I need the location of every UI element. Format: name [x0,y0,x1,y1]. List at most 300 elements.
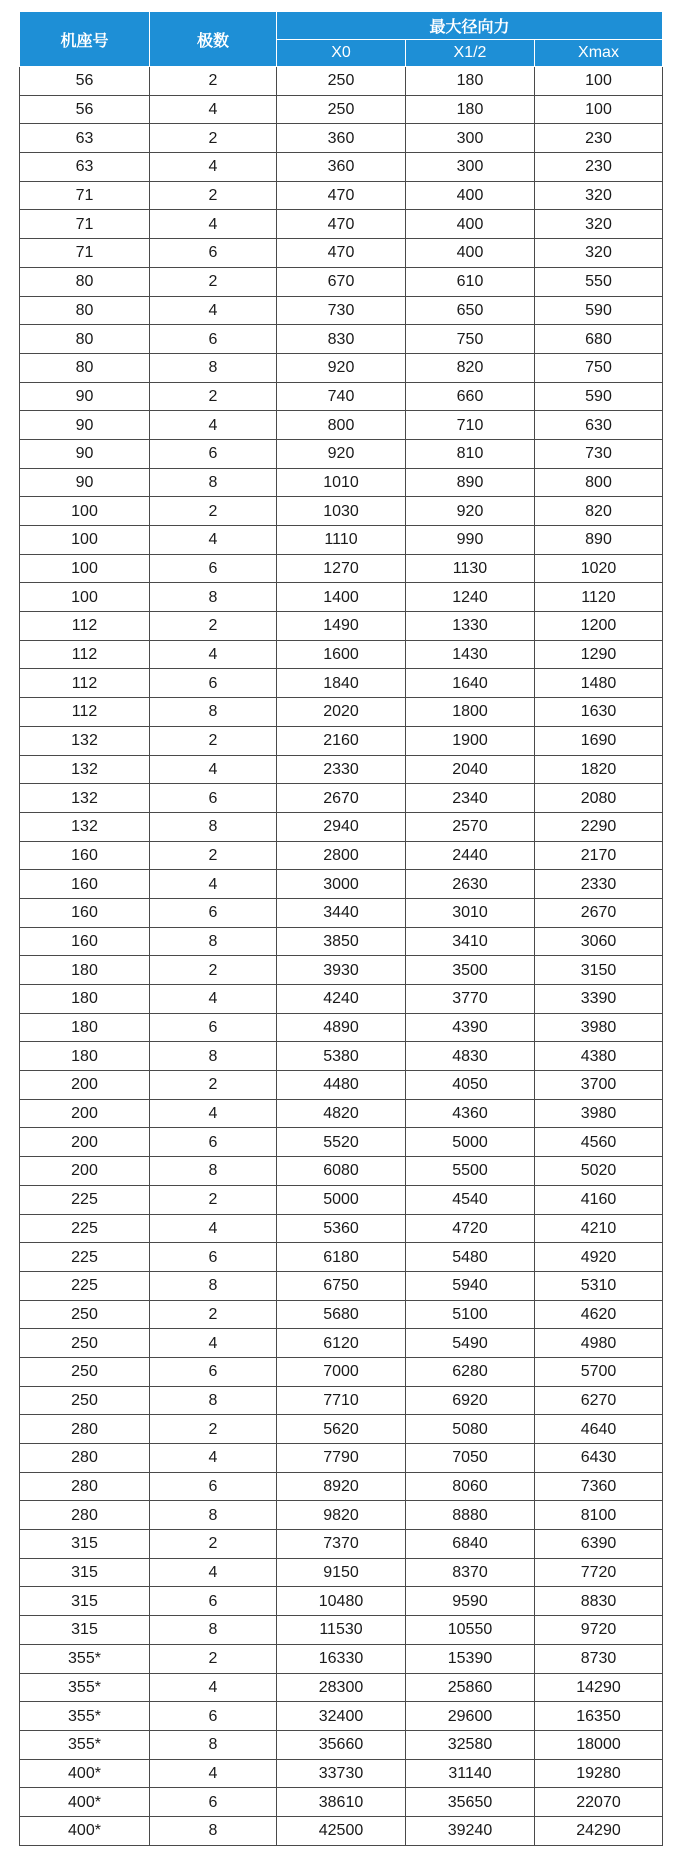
radial-force-table [19,11,663,1846]
cell-x0: 11530 [277,1616,406,1645]
cell-x-half: 5080 [406,1415,535,1444]
table-row [20,1099,663,1128]
table-row [20,583,663,612]
cell-xmax: 7720 [535,1558,663,1587]
cell-x0: 9150 [277,1558,406,1587]
cell-frame-size: 180 [20,1042,150,1071]
cell-x0: 38610 [277,1788,406,1817]
table-row [20,1644,663,1673]
table-row [20,267,663,296]
cell-poles: 8 [150,1616,277,1645]
cell-x-half: 8060 [406,1472,535,1501]
cell-poles: 6 [150,784,277,813]
cell-xmax: 550 [535,267,663,296]
cell-x0: 33730 [277,1759,406,1788]
cell-poles: 8 [150,468,277,497]
cell-frame-size: 180 [20,1013,150,1042]
cell-x-half: 4390 [406,1013,535,1042]
cell-x0: 6750 [277,1271,406,1300]
cell-frame-size: 280 [20,1501,150,1530]
cell-poles: 2 [150,124,277,153]
cell-frame-size: 160 [20,870,150,899]
table-row [20,1530,663,1559]
cell-poles: 6 [150,239,277,268]
cell-poles: 4 [150,1759,277,1788]
cell-x-half: 2630 [406,870,535,899]
cell-xmax: 6430 [535,1444,663,1473]
cell-poles: 8 [150,1157,277,1186]
cell-x-half: 920 [406,497,535,526]
cell-frame-size: 225 [20,1243,150,1272]
cell-poles: 4 [150,1673,277,1702]
cell-xmax: 24290 [535,1816,663,1845]
cell-x-half: 1640 [406,669,535,698]
cell-poles: 6 [150,1587,277,1616]
cell-poles: 6 [150,1243,277,1272]
table-row [20,726,663,755]
table-row [20,1300,663,1329]
cell-x0: 4820 [277,1099,406,1128]
cell-frame-size: 80 [20,267,150,296]
cell-x0: 4480 [277,1071,406,1100]
cell-xmax: 730 [535,439,663,468]
table-row [20,1673,663,1702]
cell-frame-size: 71 [20,210,150,239]
cell-x-half: 25860 [406,1673,535,1702]
cell-poles: 8 [150,1271,277,1300]
table-row [20,239,663,268]
cell-xmax: 6390 [535,1530,663,1559]
table-row [20,497,663,526]
cell-x-half: 300 [406,153,535,182]
cell-xmax: 2290 [535,812,663,841]
cell-frame-size: 400* [20,1816,150,1845]
table-row [20,210,663,239]
cell-poles: 8 [150,812,277,841]
cell-poles: 2 [150,841,277,870]
cell-frame-size: 200 [20,1157,150,1186]
cell-x-half: 5100 [406,1300,535,1329]
table-row [20,1013,663,1042]
table-row [20,67,663,96]
cell-frame-size: 160 [20,898,150,927]
cell-xmax: 320 [535,210,663,239]
cell-frame-size: 250 [20,1300,150,1329]
cell-frame-size: 132 [20,812,150,841]
cell-xmax: 9720 [535,1616,663,1645]
cell-x-half: 5940 [406,1271,535,1300]
cell-x-half: 4050 [406,1071,535,1100]
cell-frame-size: 80 [20,353,150,382]
cell-poles: 8 [150,1501,277,1530]
cell-x0: 3850 [277,927,406,956]
cell-xmax: 14290 [535,1673,663,1702]
table-row [20,1271,663,1300]
cell-x-half: 1240 [406,583,535,612]
cell-xmax: 230 [535,124,663,153]
cell-x-half: 4540 [406,1185,535,1214]
cell-x0: 2940 [277,812,406,841]
cell-x0: 10480 [277,1587,406,1616]
cell-x0: 470 [277,239,406,268]
table-row [20,1730,663,1759]
cell-poles: 2 [150,956,277,985]
cell-poles: 8 [150,1042,277,1071]
cell-frame-size: 315 [20,1558,150,1587]
cell-x-half: 1330 [406,612,535,641]
cell-x-half: 35650 [406,1788,535,1817]
cell-x-half: 990 [406,526,535,555]
cell-frame-size: 160 [20,927,150,956]
cell-xmax: 5020 [535,1157,663,1186]
cell-xmax: 3980 [535,1099,663,1128]
cell-frame-size: 71 [20,181,150,210]
cell-x-half: 3500 [406,956,535,985]
cell-x0: 360 [277,124,406,153]
cell-frame-size: 280 [20,1472,150,1501]
cell-frame-size: 112 [20,669,150,698]
cell-x0: 5360 [277,1214,406,1243]
cell-x0: 250 [277,67,406,96]
cell-frame-size: 355* [20,1730,150,1759]
cell-frame-size: 315 [20,1530,150,1559]
cell-frame-size: 355* [20,1702,150,1731]
cell-poles: 8 [150,1730,277,1759]
cell-xmax: 320 [535,181,663,210]
cell-poles: 6 [150,439,277,468]
cell-xmax: 100 [535,95,663,124]
cell-poles: 2 [150,1415,277,1444]
cell-frame-size: 180 [20,985,150,1014]
header-max-radial-force: 最大径向力 [277,12,663,40]
cell-xmax: 8830 [535,1587,663,1616]
table-row [20,1444,663,1473]
table-row [20,181,663,210]
cell-xmax: 230 [535,153,663,182]
cell-xmax: 2670 [535,898,663,927]
cell-frame-size: 280 [20,1444,150,1473]
table-row [20,1759,663,1788]
cell-xmax: 590 [535,382,663,411]
cell-x-half: 9590 [406,1587,535,1616]
cell-poles: 6 [150,1357,277,1386]
cell-x-half: 400 [406,181,535,210]
cell-x0: 1600 [277,640,406,669]
table-row [20,353,663,382]
cell-x0: 8920 [277,1472,406,1501]
table-row [20,554,663,583]
cell-xmax: 4160 [535,1185,663,1214]
cell-xmax: 1480 [535,669,663,698]
table-row [20,1788,663,1817]
cell-x-half: 3410 [406,927,535,956]
cell-poles: 2 [150,67,277,96]
cell-xmax: 18000 [535,1730,663,1759]
cell-poles: 4 [150,1099,277,1128]
cell-xmax: 4380 [535,1042,663,1071]
cell-frame-size: 112 [20,698,150,727]
cell-x0: 7790 [277,1444,406,1473]
cell-poles: 4 [150,210,277,239]
cell-xmax: 5310 [535,1271,663,1300]
table-row [20,526,663,555]
cell-xmax: 1630 [535,698,663,727]
table-row [20,1558,663,1587]
cell-x0: 1490 [277,612,406,641]
cell-frame-size: 400* [20,1788,150,1817]
table-row [20,325,663,354]
cell-x0: 920 [277,439,406,468]
cell-poles: 2 [150,1530,277,1559]
cell-x0: 2800 [277,841,406,870]
cell-poles: 6 [150,1472,277,1501]
cell-xmax: 22070 [535,1788,663,1817]
cell-xmax: 5700 [535,1357,663,1386]
cell-poles: 2 [150,1644,277,1673]
cell-x0: 3440 [277,898,406,927]
cell-x0: 470 [277,210,406,239]
cell-x-half: 4720 [406,1214,535,1243]
table-row [20,956,663,985]
cell-x-half: 6840 [406,1530,535,1559]
cell-x-half: 5500 [406,1157,535,1186]
cell-x0: 470 [277,181,406,210]
cell-frame-size: 80 [20,325,150,354]
cell-x-half: 5480 [406,1243,535,1272]
cell-x0: 9820 [277,1501,406,1530]
cell-poles: 4 [150,1444,277,1473]
table-row [20,640,663,669]
table-row [20,669,663,698]
cell-x0: 5000 [277,1185,406,1214]
cell-x0: 740 [277,382,406,411]
table-row [20,1501,663,1530]
table-row [20,1243,663,1272]
cell-x0: 730 [277,296,406,325]
cell-x0: 360 [277,153,406,182]
cell-poles: 2 [150,1071,277,1100]
table-row [20,124,663,153]
cell-x0: 28300 [277,1673,406,1702]
cell-xmax: 100 [535,67,663,96]
cell-frame-size: 100 [20,497,150,526]
cell-xmax: 3700 [535,1071,663,1100]
cell-x-half: 400 [406,239,535,268]
cell-poles: 6 [150,1128,277,1157]
table-row [20,898,663,927]
cell-x-half: 180 [406,67,535,96]
cell-x-half: 750 [406,325,535,354]
cell-poles: 6 [150,1702,277,1731]
cell-x0: 3000 [277,870,406,899]
cell-xmax: 630 [535,411,663,440]
cell-xmax: 800 [535,468,663,497]
cell-xmax: 1820 [535,755,663,784]
cell-poles: 6 [150,325,277,354]
cell-x-half: 6920 [406,1386,535,1415]
cell-frame-size: 112 [20,612,150,641]
cell-xmax: 2330 [535,870,663,899]
cell-xmax: 4980 [535,1329,663,1358]
cell-x-half: 660 [406,382,535,411]
cell-xmax: 3980 [535,1013,663,1042]
cell-x0: 2160 [277,726,406,755]
cell-x-half: 32580 [406,1730,535,1759]
table-row [20,1702,663,1731]
cell-frame-size: 112 [20,640,150,669]
cell-x-half: 6280 [406,1357,535,1386]
header-frame-size: 机座号 [20,12,150,67]
cell-frame-size: 90 [20,382,150,411]
cell-poles: 6 [150,898,277,927]
cell-xmax: 2080 [535,784,663,813]
cell-x0: 830 [277,325,406,354]
header-poles: 极数 [150,12,277,67]
cell-frame-size: 225 [20,1185,150,1214]
cell-poles: 8 [150,353,277,382]
cell-poles: 8 [150,698,277,727]
cell-xmax: 1120 [535,583,663,612]
header-x0: X0 [277,40,406,67]
cell-x0: 2330 [277,755,406,784]
cell-poles: 6 [150,669,277,698]
cell-poles: 8 [150,1386,277,1415]
cell-xmax: 1690 [535,726,663,755]
cell-frame-size: 90 [20,439,150,468]
cell-frame-size: 200 [20,1071,150,1100]
cell-xmax: 4620 [535,1300,663,1329]
cell-x-half: 29600 [406,1702,535,1731]
cell-poles: 6 [150,1013,277,1042]
cell-frame-size: 63 [20,153,150,182]
cell-frame-size: 90 [20,411,150,440]
table-row [20,1357,663,1386]
table-row [20,1472,663,1501]
cell-x-half: 1430 [406,640,535,669]
cell-x0: 42500 [277,1816,406,1845]
table-row [20,95,663,124]
cell-x0: 4890 [277,1013,406,1042]
cell-poles: 4 [150,870,277,899]
cell-frame-size: 80 [20,296,150,325]
cell-x0: 7370 [277,1530,406,1559]
cell-x-half: 31140 [406,1759,535,1788]
table-row [20,612,663,641]
cell-frame-size: 400* [20,1759,150,1788]
cell-x-half: 300 [406,124,535,153]
cell-x0: 5680 [277,1300,406,1329]
cell-poles: 4 [150,411,277,440]
cell-x-half: 3010 [406,898,535,927]
cell-frame-size: 63 [20,124,150,153]
table-row [20,1329,663,1358]
header-x-half: X1/2 [406,40,535,67]
cell-poles: 4 [150,296,277,325]
cell-frame-size: 100 [20,526,150,555]
cell-x0: 1030 [277,497,406,526]
cell-xmax: 750 [535,353,663,382]
table-row [20,1071,663,1100]
table-row [20,784,663,813]
cell-x-half: 2340 [406,784,535,813]
cell-x-half: 4360 [406,1099,535,1128]
cell-frame-size: 200 [20,1099,150,1128]
cell-poles: 2 [150,382,277,411]
cell-x-half: 4830 [406,1042,535,1071]
cell-x0: 1270 [277,554,406,583]
cell-xmax: 7360 [535,1472,663,1501]
cell-xmax: 19280 [535,1759,663,1788]
cell-poles: 4 [150,755,277,784]
table-row [20,1185,663,1214]
cell-frame-size: 225 [20,1214,150,1243]
cell-poles: 2 [150,497,277,526]
cell-poles: 8 [150,927,277,956]
cell-x0: 670 [277,267,406,296]
cell-frame-size: 160 [20,841,150,870]
cell-x-half: 3770 [406,985,535,1014]
cell-x0: 5380 [277,1042,406,1071]
table-row [20,411,663,440]
table-row [20,1587,663,1616]
cell-frame-size: 132 [20,755,150,784]
cell-x-half: 890 [406,468,535,497]
cell-xmax: 1200 [535,612,663,641]
cell-frame-size: 225 [20,1271,150,1300]
cell-xmax: 3060 [535,927,663,956]
cell-x0: 35660 [277,1730,406,1759]
cell-x-half: 8370 [406,1558,535,1587]
table-row [20,927,663,956]
cell-frame-size: 250 [20,1357,150,1386]
cell-poles: 2 [150,181,277,210]
cell-poles: 4 [150,1329,277,1358]
cell-poles: 2 [150,267,277,296]
cell-poles: 6 [150,554,277,583]
cell-x-half: 820 [406,353,535,382]
cell-x0: 3930 [277,956,406,985]
cell-frame-size: 250 [20,1386,150,1415]
cell-x-half: 39240 [406,1816,535,1845]
cell-x-half: 10550 [406,1616,535,1645]
table-row [20,841,663,870]
cell-frame-size: 90 [20,468,150,497]
cell-x0: 2020 [277,698,406,727]
cell-x-half: 400 [406,210,535,239]
cell-poles: 4 [150,1214,277,1243]
cell-xmax: 1020 [535,554,663,583]
table-row [20,1157,663,1186]
cell-x-half: 1900 [406,726,535,755]
table-row [20,153,663,182]
cell-x-half: 7050 [406,1444,535,1473]
cell-xmax: 3390 [535,985,663,1014]
cell-xmax: 4560 [535,1128,663,1157]
cell-x0: 7710 [277,1386,406,1415]
cell-x0: 1400 [277,583,406,612]
cell-x0: 7000 [277,1357,406,1386]
cell-poles: 2 [150,1185,277,1214]
cell-poles: 4 [150,526,277,555]
cell-poles: 6 [150,1788,277,1817]
table-row [20,382,663,411]
cell-poles: 4 [150,153,277,182]
cell-xmax: 16350 [535,1702,663,1731]
cell-xmax: 4210 [535,1214,663,1243]
cell-xmax: 4920 [535,1243,663,1272]
cell-frame-size: 315 [20,1587,150,1616]
cell-poles: 4 [150,1558,277,1587]
